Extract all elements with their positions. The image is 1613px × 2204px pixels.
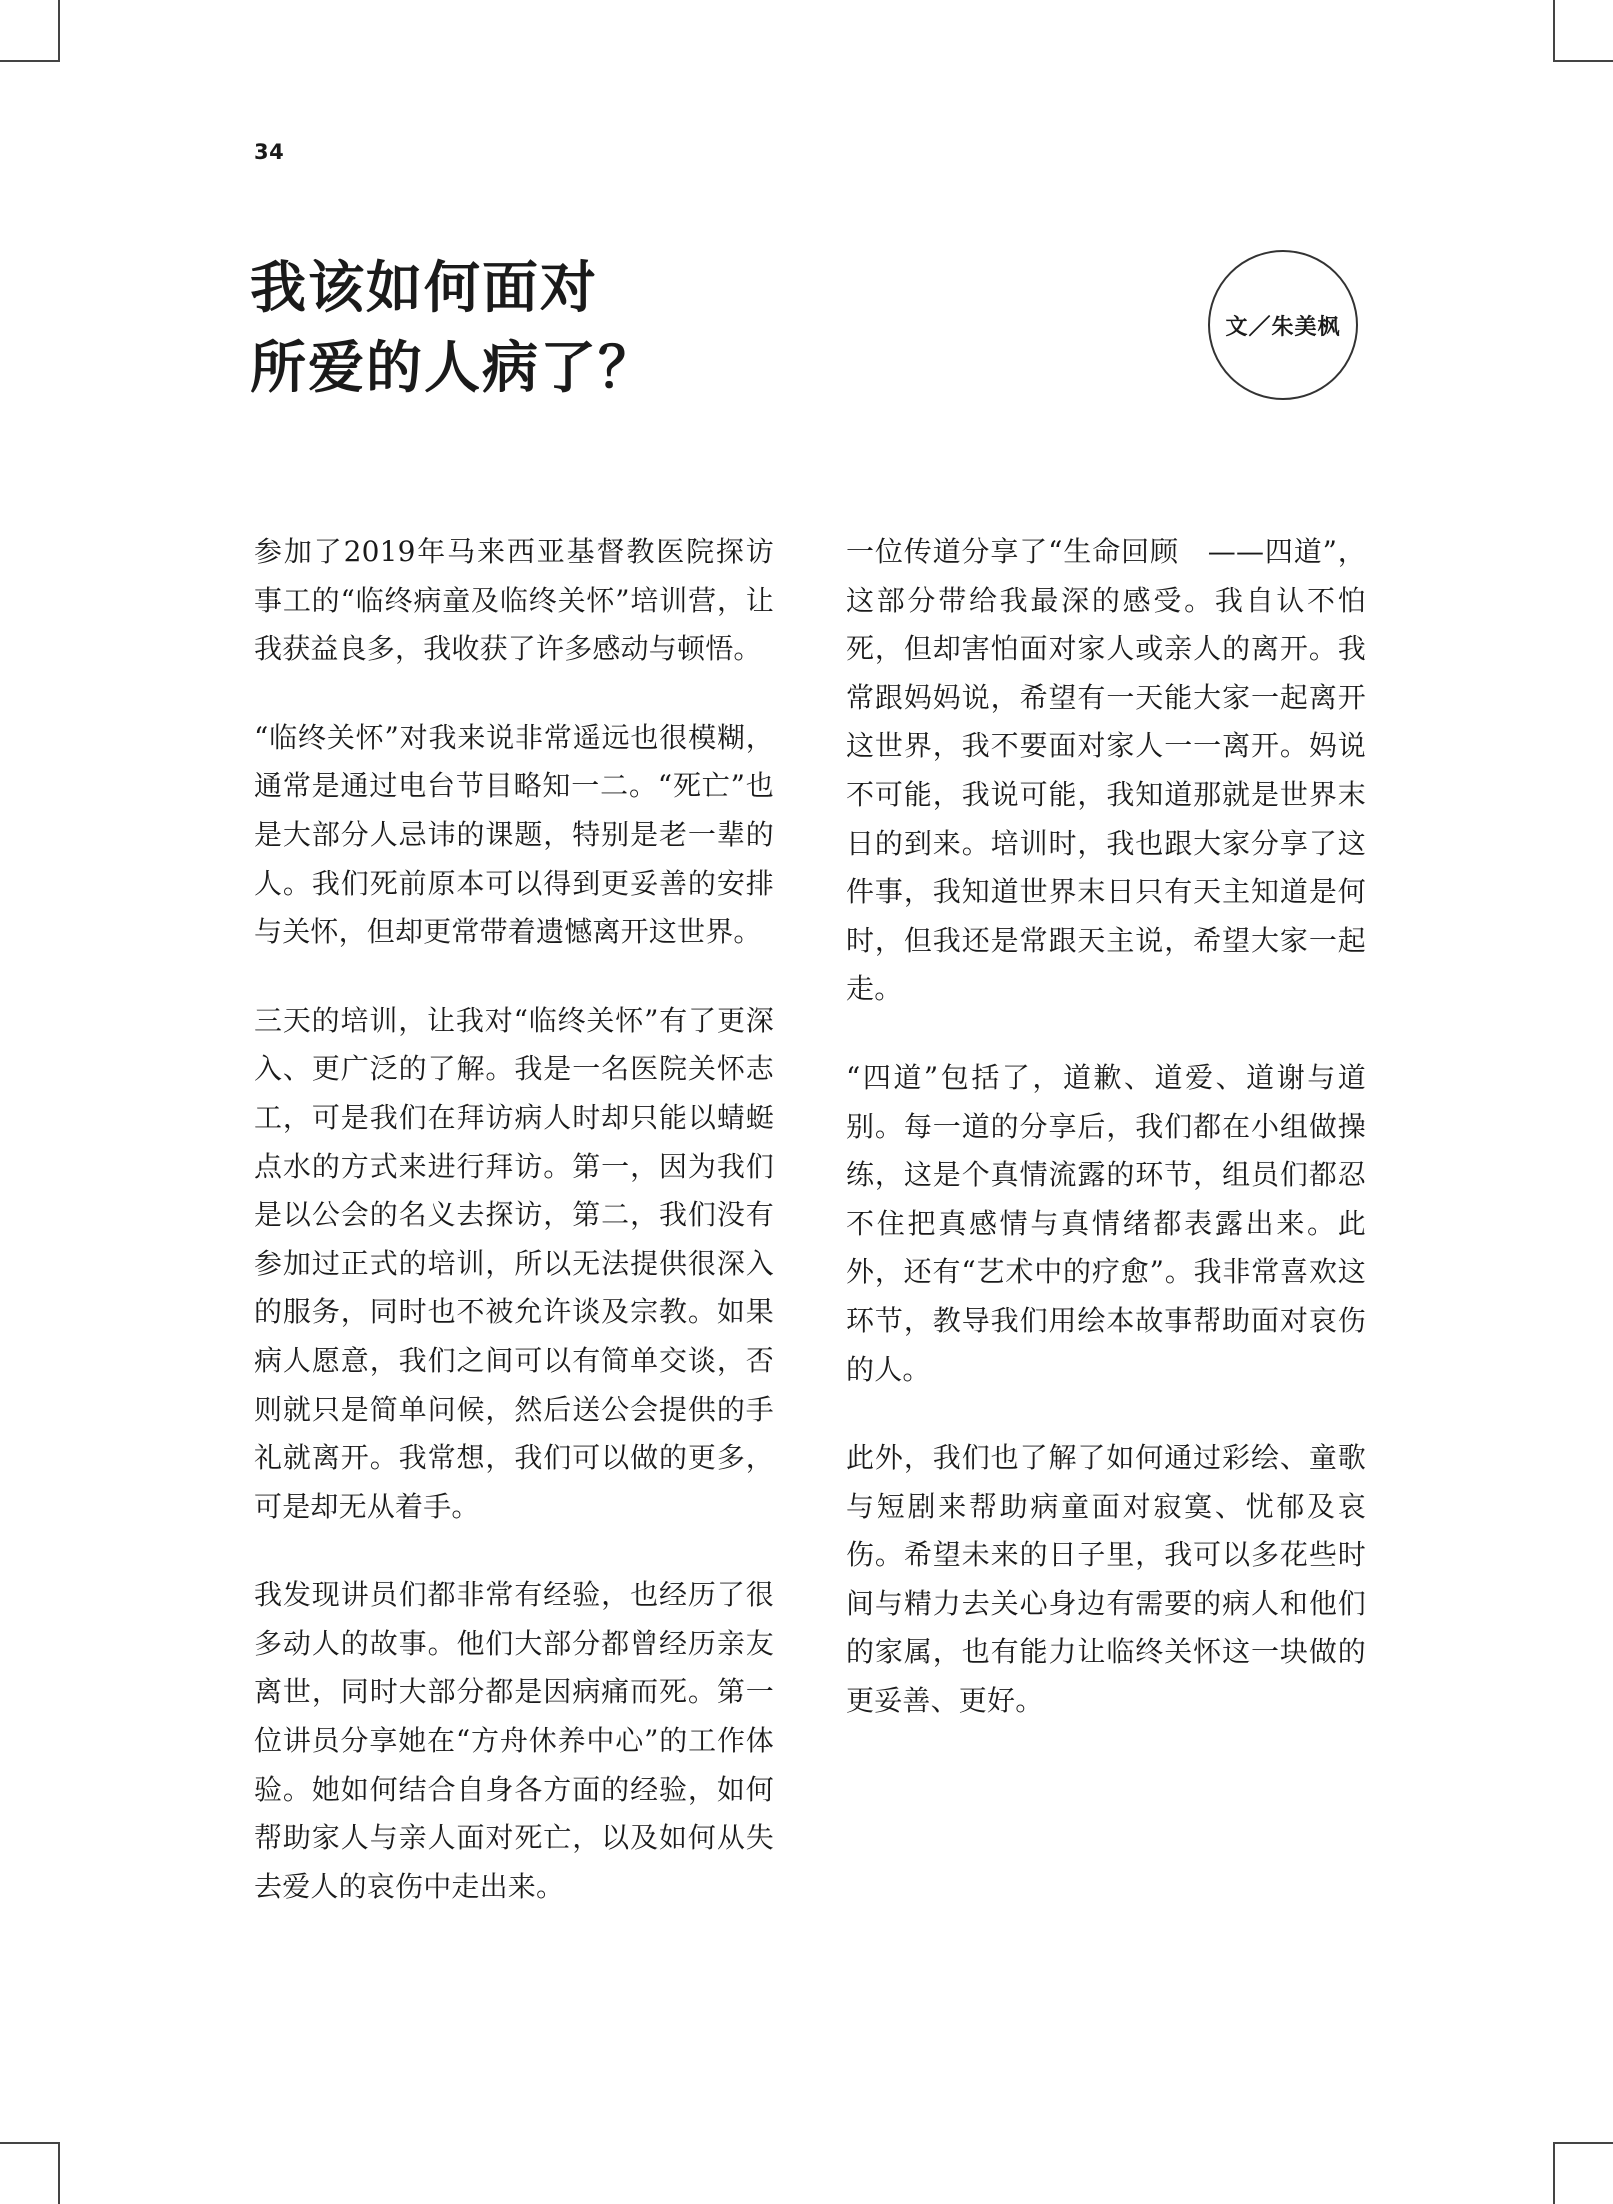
left-column: [254, 528, 774, 1951]
right-column: [846, 528, 1366, 1766]
paragraph: “临终关怀”对我来说非常遥远也很模糊，通常是通过电台节目略知一二。“死亡”也是大部分人忌讳的课题，特别是老一辈的人。我们死前原本可以得到更妥善的安排与关怀，但却更常带着遗憾离开这世界。: [254, 720, 774, 949]
article-title: [250, 248, 656, 408]
crop-mark: [58, 2142, 60, 2204]
crop-mark: [1553, 2142, 1555, 2204]
paragraph: 参加了2019年马来西亚基督教医院探访事工的“临终病童及临终关怀”培训营，让我获益良多，我收获了许多感动与顿悟。: [254, 535, 774, 666]
author-name: 文／朱美枫: [1225, 314, 1341, 340]
crop-mark: [58, 0, 60, 62]
title-line-1: 我该如何面对: [250, 255, 598, 321]
title-line-2: 所爱的人病了？: [250, 335, 656, 401]
crop-mark: [1553, 60, 1613, 62]
author-badge: [1208, 250, 1358, 400]
crop-mark: [0, 60, 60, 62]
page-number: 34: [254, 140, 285, 164]
crop-mark: [1553, 0, 1555, 62]
paragraph: 此外，我们也了解了如何通过彩绘、童歌与短剧来帮助病童面对寂寞、忧郁及哀伤。希望未来的日子里，我可以多花些时间与精力去关心身边有需要的病人和他们的家属，也有能力让临终关怀这一块做的更妥善、更好。: [846, 1441, 1366, 1718]
paragraph: 我发现讲员们都非常有经验，也经历了很多动人的故事。他们大部分都曾经历亲友离世，同时大部分都是因病痛而死。第一位讲员分享她在“方舟休养中心”的工作体验。她如何结合自身各方面的经验，如何帮助家人与亲人面对死亡，以及如何从失去爱人的哀伤中走出来。: [254, 1578, 774, 1903]
paragraph: “四道”包括了，道歉、道爱、道谢与道别。每一道的分享后，我们都在小组做操练，这是个真情流露的环节，组员们都忍不住把真感情与真情绪都表露出来。此外，还有“艺术中的疗愈”。我非常喜欢这环节，教导我们用绘本故事帮助面对哀伤的人。: [846, 1060, 1366, 1386]
paragraph: 一位传道分享了“生命回顾 ——四道”，这部分带给我最深的感受。我自认不怕死，但却害怕面对家人或亲人的离开。我常跟妈妈说，希望有一天能大家一起离开这世界，我不要面对家人一一离开。妈说不可能，我说可能，我知道那就是世界末日的到来。培训时，我也跟大家分享了这件事，我知道世界末日只有天主知道是何时，但我还是常跟天主说，希望大家一起走。: [846, 535, 1366, 1006]
paragraph: 三天的培训，让我对“临终关怀”有了更深入、更广泛的了解。我是一名医院关怀志工，可是我们在拜访病人时却只能以蜻蜓点水的方式来进行拜访。第一，因为我们是以公会的名义去探访，第二，我们没有参加过正式的培训，所以无法提供很深入的服务，同时也不被允许谈及宗教。如果病人愿意，我们之间可以有简单交谈，否则就只是简单问候，然后送公会提供的手礼就离开。我常想，我们可以做的更多，可是却无从着手。: [254, 1003, 774, 1523]
crop-mark: [1553, 2142, 1613, 2144]
crop-mark: [0, 2142, 60, 2144]
